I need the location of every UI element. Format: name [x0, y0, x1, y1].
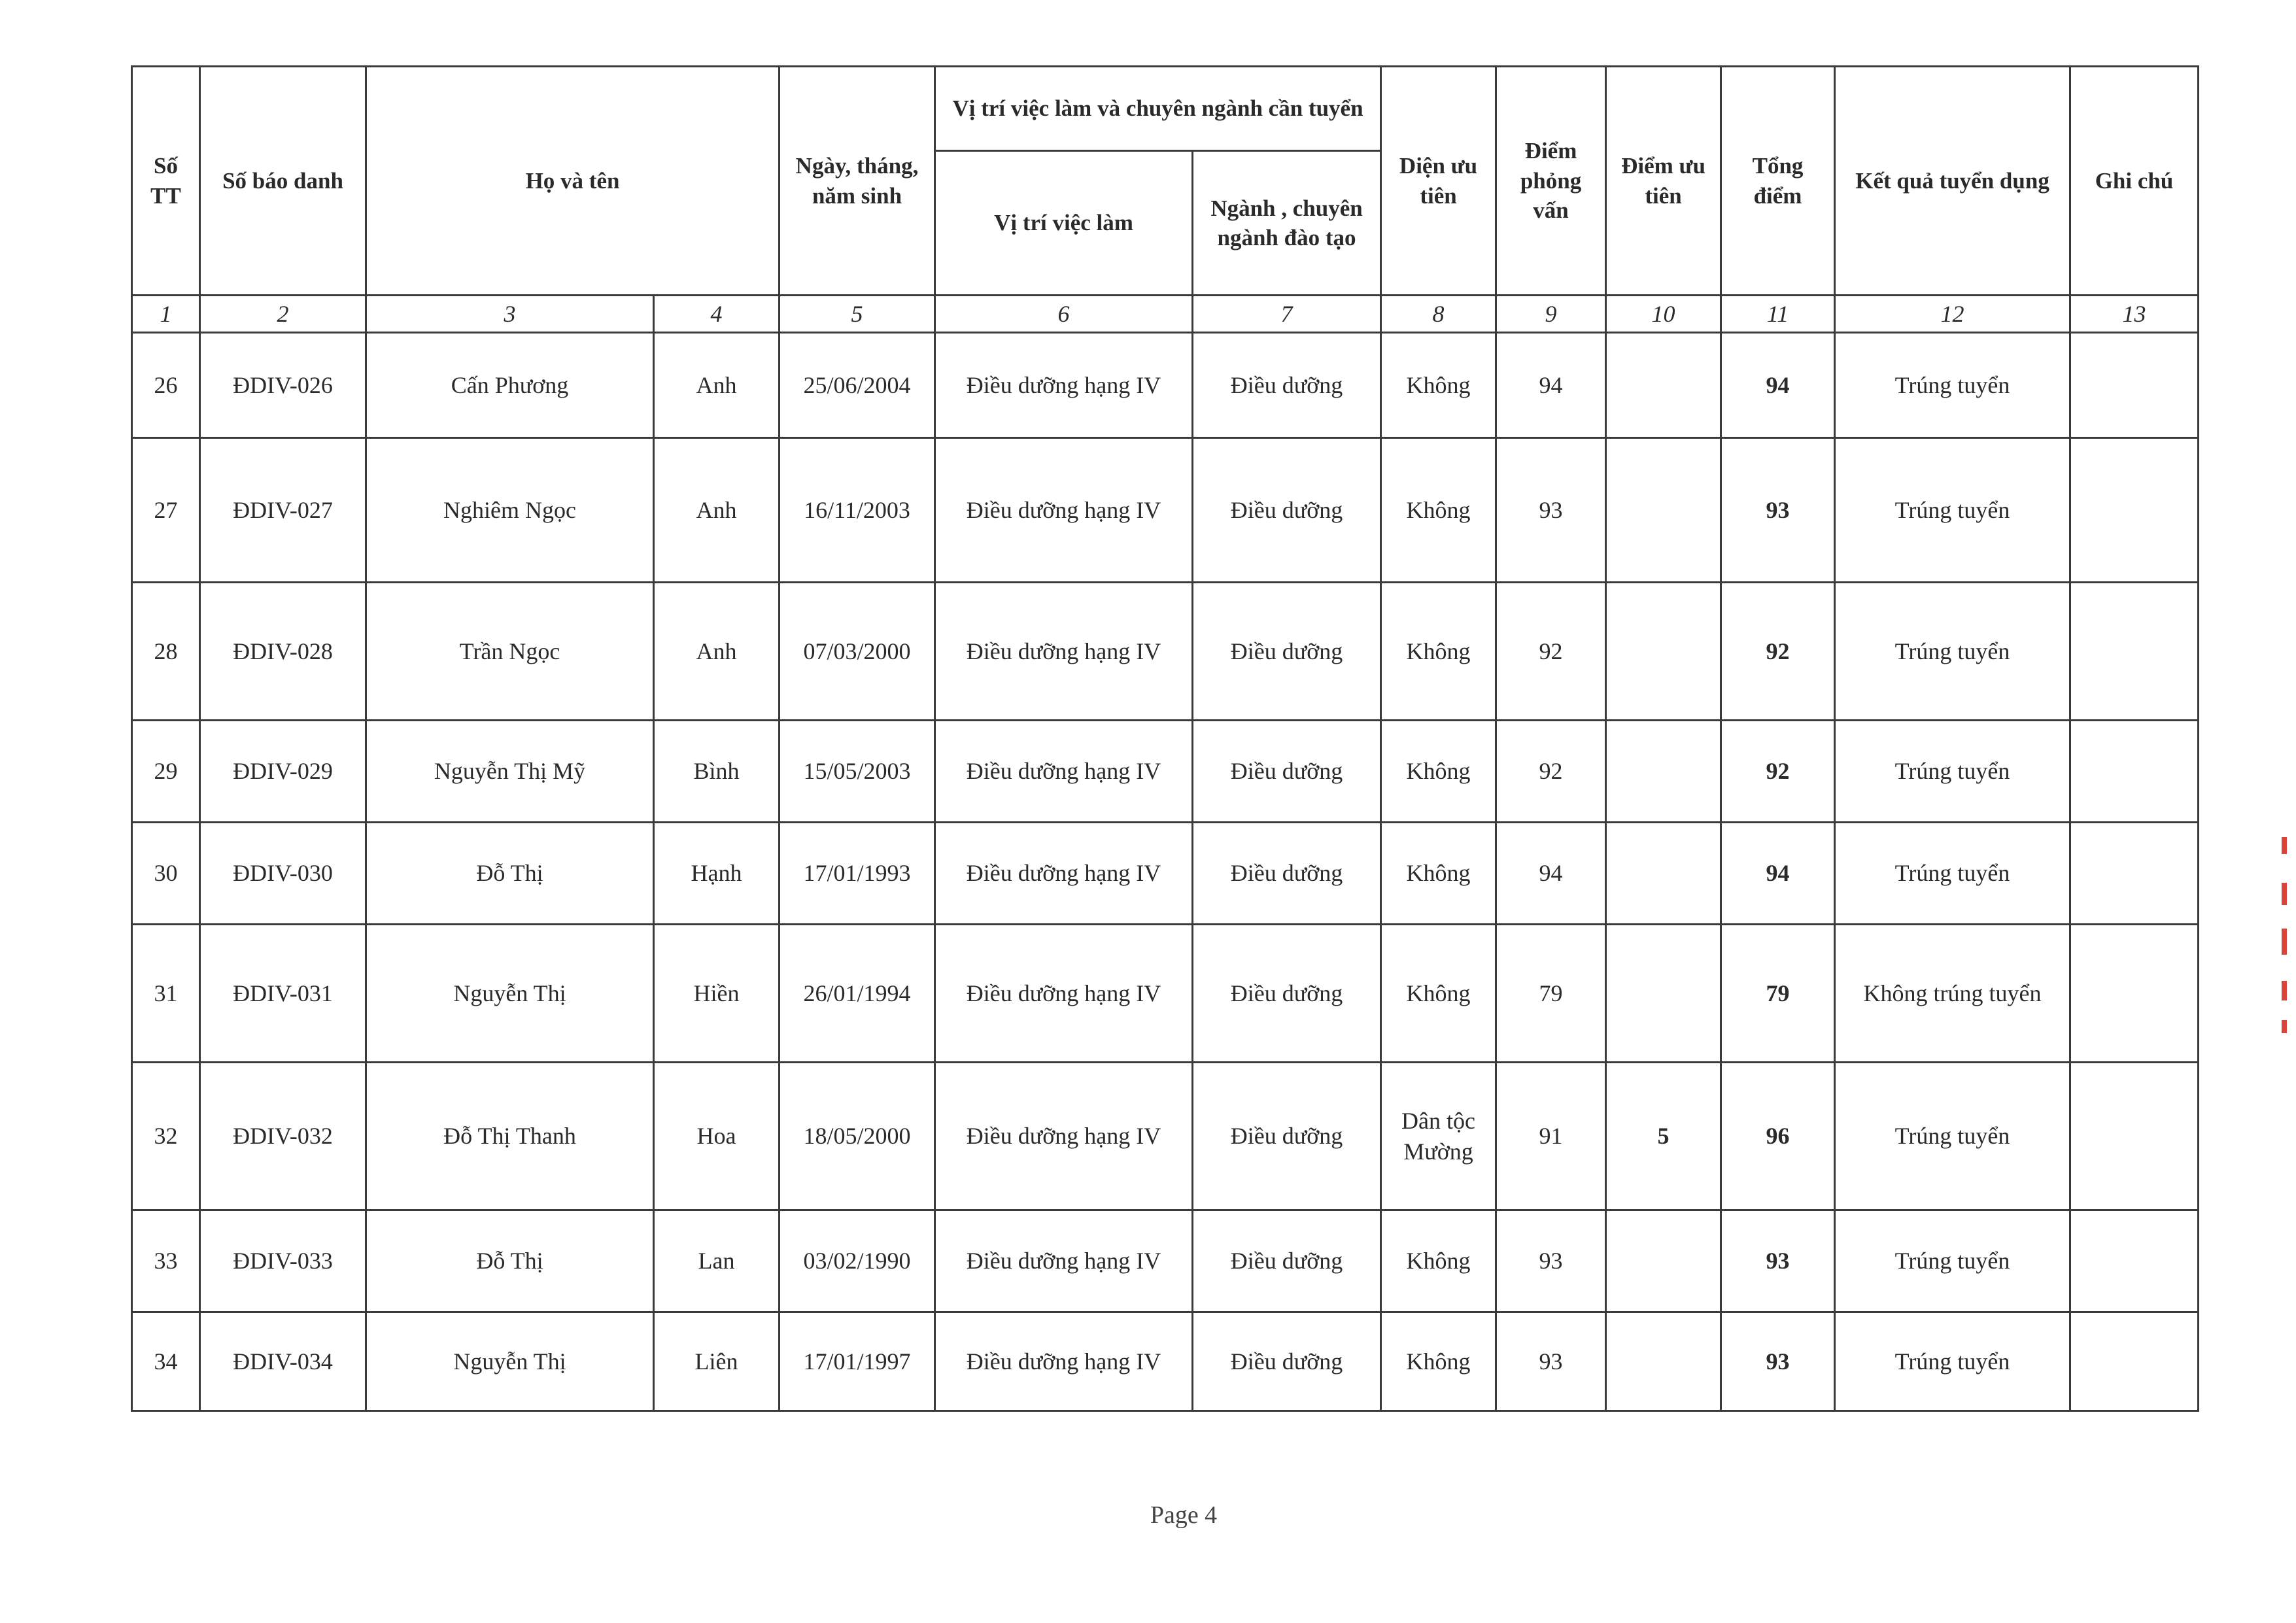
cell-diem-phong-van: 93: [1496, 1312, 1606, 1411]
column-number: 2: [200, 296, 366, 333]
cell-ten: Liên: [654, 1312, 780, 1411]
cell-vi-tri: Điều dưỡng hạng IV: [935, 925, 1193, 1063]
header-nganh: Ngành , chuyên ngành đào tạo: [1193, 151, 1381, 296]
cell-nganh: Điều dưỡng: [1193, 1063, 1381, 1210]
cell-ghi-chu: [2070, 823, 2199, 925]
cell-tong-diem: 93: [1721, 1210, 1835, 1312]
cell-ngay-sinh: 17/01/1993: [780, 823, 935, 925]
cell-nganh: Điều dưỡng: [1193, 925, 1381, 1063]
cell-ngay-sinh: 26/01/1994: [780, 925, 935, 1063]
cell-ten: Hoa: [654, 1063, 780, 1210]
column-number: 8: [1381, 296, 1496, 333]
cell-ngay-sinh: 15/05/2003: [780, 721, 935, 823]
cell-ghi-chu: [2070, 721, 2199, 823]
page-number: Page 4: [1150, 1501, 1218, 1529]
header-row-top: [132, 67, 2199, 151]
cell-ket-qua: Không trúng tuyển: [1835, 925, 2070, 1063]
cell-diem-phong-van: 93: [1496, 438, 1606, 583]
cell-nganh: Điều dưỡng: [1193, 333, 1381, 438]
header-dien-uu-tien: Diện ưu tiên: [1381, 67, 1496, 296]
cell-ghi-chu: [2070, 333, 2199, 438]
column-number: 1: [132, 296, 200, 333]
table-body: [132, 333, 2199, 1411]
cell-vi-tri: Điều dưỡng hạng IV: [935, 438, 1193, 583]
cell-diem-phong-van: 92: [1496, 721, 1606, 823]
cell-tong-diem: 92: [1721, 583, 1835, 721]
cell-ket-qua: Trúng tuyển: [1835, 721, 2070, 823]
cell-dien-uu-tien: Không: [1381, 333, 1496, 438]
header-so-tt: Số TT: [132, 67, 200, 296]
cell-ngay-sinh: 16/11/2003: [780, 438, 935, 583]
column-number: 3: [366, 296, 654, 333]
column-number: 13: [2070, 296, 2199, 333]
cell-so-bao-danh: ĐDIV-030: [200, 823, 366, 925]
cell-dien-uu-tien: Không: [1381, 925, 1496, 1063]
cell-ghi-chu: [2070, 925, 2199, 1063]
header-tong-diem: Tổng điểm: [1721, 67, 1835, 296]
column-number: 11: [1721, 296, 1835, 333]
cell-so-bao-danh: ĐDIV-029: [200, 721, 366, 823]
cell-ket-qua: Trúng tuyển: [1835, 438, 2070, 583]
seal-edge-mark: [2282, 837, 2287, 854]
cell-vi-tri: Điều dưỡng hạng IV: [935, 721, 1193, 823]
cell-ngay-sinh: 17/01/1997: [780, 1312, 935, 1411]
header-ket-qua: Kết quả tuyển dụng: [1835, 67, 2070, 296]
cell-nganh: Điều dưỡng: [1193, 583, 1381, 721]
cell-ghi-chu: [2070, 1063, 2199, 1210]
cell-nganh: Điều dưỡng: [1193, 1210, 1381, 1312]
table-row: [132, 823, 2199, 925]
cell-dien-uu-tien: Không: [1381, 583, 1496, 721]
cell-ten: Anh: [654, 438, 780, 583]
cell-ghi-chu: [2070, 438, 2199, 583]
header-vi-tri: Vị trí việc làm: [935, 151, 1193, 296]
cell-stt: 33: [132, 1210, 200, 1312]
cell-ghi-chu: [2070, 1210, 2199, 1312]
cell-ho-dem: Đỗ Thị: [366, 1210, 654, 1312]
header-ghi-chu: Ghi chú: [2070, 67, 2199, 296]
cell-vi-tri: Điều dưỡng hạng IV: [935, 1210, 1193, 1312]
cell-diem-uu-tien: [1606, 823, 1721, 925]
cell-tong-diem: 93: [1721, 438, 1835, 583]
cell-tong-diem: 96: [1721, 1063, 1835, 1210]
cell-tong-diem: 79: [1721, 925, 1835, 1063]
cell-so-bao-danh: ĐDIV-034: [200, 1312, 366, 1411]
cell-ghi-chu: [2070, 583, 2199, 721]
header-diem-phong-van: Điểm phỏng vấn: [1496, 67, 1606, 296]
cell-stt: 30: [132, 823, 200, 925]
cell-ket-qua: Trúng tuyển: [1835, 583, 2070, 721]
cell-dien-uu-tien: Không: [1381, 1312, 1496, 1411]
cell-ho-dem: Trần Ngọc: [366, 583, 654, 721]
cell-ghi-chu: [2070, 1312, 2199, 1411]
cell-tong-diem: 94: [1721, 823, 1835, 925]
table-row: [132, 721, 2199, 823]
table-row: [132, 1063, 2199, 1210]
cell-ket-qua: Trúng tuyển: [1835, 823, 2070, 925]
cell-diem-uu-tien: [1606, 721, 1721, 823]
cell-ket-qua: Trúng tuyển: [1835, 1210, 2070, 1312]
cell-ho-dem: Nguyễn Thị: [366, 925, 654, 1063]
cell-stt: 32: [132, 1063, 200, 1210]
table-row: [132, 1312, 2199, 1411]
cell-so-bao-danh: ĐDIV-033: [200, 1210, 366, 1312]
cell-dien-uu-tien: Không: [1381, 721, 1496, 823]
cell-ngay-sinh: 18/05/2000: [780, 1063, 935, 1210]
cell-ket-qua: Trúng tuyển: [1835, 333, 2070, 438]
column-number: 10: [1606, 296, 1721, 333]
cell-ho-dem: Đỗ Thị Thanh: [366, 1063, 654, 1210]
header-ho-va-ten: Họ và tên: [366, 67, 780, 296]
seal-edge-mark: [2282, 929, 2287, 955]
cell-diem-uu-tien: [1606, 438, 1721, 583]
cell-vi-tri: Điều dưỡng hạng IV: [935, 1063, 1193, 1210]
cell-diem-phong-van: 94: [1496, 823, 1606, 925]
header-so-bao-danh: Số báo danh: [200, 67, 366, 296]
cell-vi-tri: Điều dưỡng hạng IV: [935, 823, 1193, 925]
cell-ho-dem: Nguyễn Thị: [366, 1312, 654, 1411]
cell-nganh: Điều dưỡng: [1193, 438, 1381, 583]
cell-stt: 28: [132, 583, 200, 721]
cell-so-bao-danh: ĐDIV-031: [200, 925, 366, 1063]
cell-diem-uu-tien: [1606, 925, 1721, 1063]
recruitment-results-table: [131, 65, 2199, 1412]
cell-diem-uu-tien: [1606, 583, 1721, 721]
cell-ten: Hiền: [654, 925, 780, 1063]
cell-dien-uu-tien: Không: [1381, 438, 1496, 583]
cell-ngay-sinh: 03/02/1990: [780, 1210, 935, 1312]
cell-ho-dem: Cấn Phương: [366, 333, 654, 438]
cell-vi-tri: Điều dưỡng hạng IV: [935, 1312, 1193, 1411]
cell-ten: Anh: [654, 583, 780, 721]
cell-ho-dem: Đỗ Thị: [366, 823, 654, 925]
table-row: [132, 583, 2199, 721]
cell-dien-uu-tien: Dân tộc Mường: [1381, 1063, 1496, 1210]
cell-ho-dem: Nghiêm Ngọc: [366, 438, 654, 583]
column-number: 5: [780, 296, 935, 333]
cell-diem-uu-tien: [1606, 1312, 1721, 1411]
cell-diem-phong-van: 94: [1496, 333, 1606, 438]
cell-so-bao-danh: ĐDIV-027: [200, 438, 366, 583]
cell-dien-uu-tien: Không: [1381, 823, 1496, 925]
table-row: [132, 925, 2199, 1063]
column-number: 9: [1496, 296, 1606, 333]
cell-ten: Bình: [654, 721, 780, 823]
cell-tong-diem: 93: [1721, 1312, 1835, 1411]
cell-nganh: Điều dưỡng: [1193, 721, 1381, 823]
cell-diem-uu-tien: 5: [1606, 1063, 1721, 1210]
cell-ho-dem: Nguyễn Thị Mỹ: [366, 721, 654, 823]
cell-ngay-sinh: 07/03/2000: [780, 583, 935, 721]
cell-ten: Lan: [654, 1210, 780, 1312]
cell-vi-tri: Điều dưỡng hạng IV: [935, 333, 1193, 438]
cell-diem-phong-van: 92: [1496, 583, 1606, 721]
cell-nganh: Điều dưỡng: [1193, 823, 1381, 925]
column-number-row: [132, 296, 2199, 333]
cell-diem-phong-van: 79: [1496, 925, 1606, 1063]
table-header: [132, 67, 2199, 333]
cell-nganh: Điều dưỡng: [1193, 1312, 1381, 1411]
cell-stt: 27: [132, 438, 200, 583]
column-number: 6: [935, 296, 1193, 333]
seal-edge-mark: [2282, 1020, 2287, 1033]
seal-edge-mark: [2282, 883, 2287, 905]
cell-ten: Hạnh: [654, 823, 780, 925]
cell-tong-diem: 94: [1721, 333, 1835, 438]
cell-stt: 29: [132, 721, 200, 823]
cell-tong-diem: 92: [1721, 721, 1835, 823]
seal-edge-mark: [2282, 981, 2287, 1000]
cell-stt: 31: [132, 925, 200, 1063]
table-row: [132, 438, 2199, 583]
cell-so-bao-danh: ĐDIV-026: [200, 333, 366, 438]
column-number: 12: [1835, 296, 2070, 333]
cell-diem-phong-van: 93: [1496, 1210, 1606, 1312]
cell-stt: 26: [132, 333, 200, 438]
column-number: 4: [654, 296, 780, 333]
cell-dien-uu-tien: Không: [1381, 1210, 1496, 1312]
cell-diem-uu-tien: [1606, 333, 1721, 438]
cell-so-bao-danh: ĐDIV-028: [200, 583, 366, 721]
header-vi-tri-group: Vị trí việc làm và chuyên ngành cần tuyển: [935, 67, 1381, 151]
cell-ket-qua: Trúng tuyển: [1835, 1312, 2070, 1411]
cell-ket-qua: Trúng tuyển: [1835, 1063, 2070, 1210]
column-number: 7: [1193, 296, 1381, 333]
cell-diem-uu-tien: [1606, 1210, 1721, 1312]
table-row: [132, 1210, 2199, 1312]
cell-stt: 34: [132, 1312, 200, 1411]
cell-vi-tri: Điều dưỡng hạng IV: [935, 583, 1193, 721]
cell-so-bao-danh: ĐDIV-032: [200, 1063, 366, 1210]
cell-diem-phong-van: 91: [1496, 1063, 1606, 1210]
cell-ten: Anh: [654, 333, 780, 438]
cell-ngay-sinh: 25/06/2004: [780, 333, 935, 438]
table-row: [132, 333, 2199, 438]
header-ngay-sinh: Ngày, tháng, năm sinh: [780, 67, 935, 296]
header-diem-uu-tien: Điểm ưu tiên: [1606, 67, 1721, 296]
